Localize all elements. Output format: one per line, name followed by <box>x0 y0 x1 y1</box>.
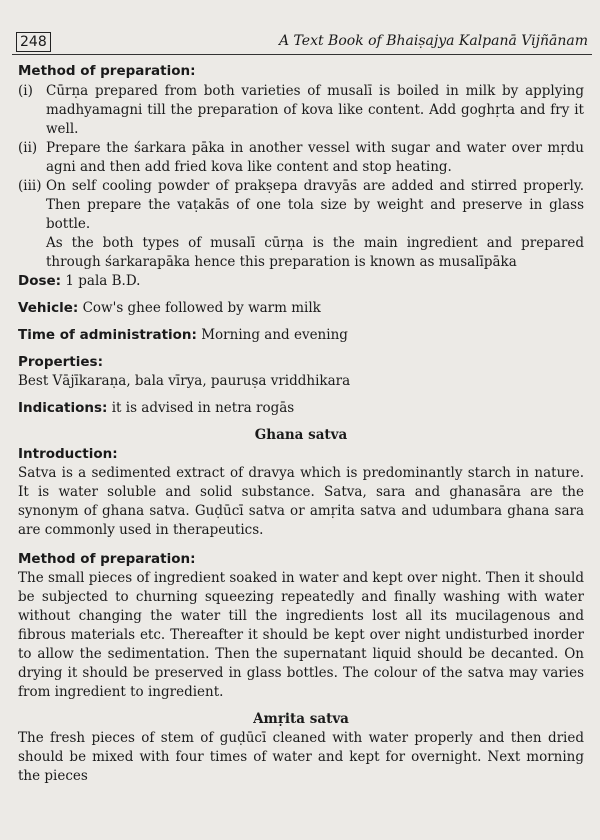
vehicle-label: Vehicle: <box>18 300 79 316</box>
step-text: On self cooling powder of prakṣepa dravyās are added and stirred properly. Then prepare the vaṭakās of one tola size by weight and preserve in glass bottle. <box>46 178 584 232</box>
step-number: (ii) <box>18 140 38 156</box>
vehicle-value: Cow's ghee followed by warm milk <box>82 300 321 316</box>
dose-label: Dose: <box>18 273 62 289</box>
vehicle-line <box>18 299 584 318</box>
method-steps <box>18 82 584 234</box>
amrita-satva-title: Amṛita satva <box>253 711 349 727</box>
method-text-2: The small pieces of ingredient soaked in water and kept over night. Then it should be subjected to churning squeezing repeatedly and finally washing with water without changing the water till the ingredients lost all its mucilagenous and fibrous materials etc. Thereafter it should be kept over night undisturbed inorder to allow the sedimentation. Then the supernatant liquid should be decanted. On drying it should be preserved in glass bottles. The colour of the satva may varies from ingredient to ingredient. <box>18 570 584 700</box>
indications-label: Indications: <box>18 400 108 416</box>
step-item <box>18 177 584 234</box>
properties-value: Best Vājīkaraṇa, bala vīrya, pauruṣa vriddhikara <box>18 373 351 389</box>
properties-label: Properties: <box>18 354 103 370</box>
step-text: Cūrṇa prepared from both varieties of musalī is boiled in milk by applying madhyamagni till the preparation of kova like content. Add goghṛta and fry it well. <box>46 83 584 137</box>
dose-value: 1 pala B.D. <box>65 273 141 289</box>
step-number: (i) <box>18 83 33 99</box>
step-item <box>18 139 584 177</box>
indications-line <box>18 399 584 418</box>
step-number: (iii) <box>18 178 42 194</box>
amrita-text: The fresh pieces of stem of guḍūcī cleaned with water properly and then dried should be mixed with four times of water and kept for overnight. Next morning the pieces <box>18 730 584 784</box>
page-body <box>18 62 584 786</box>
time-label: Time of administration: <box>18 327 197 343</box>
running-title: A Text Book of Bhaiṣajya Kalpanā Vijñānam <box>278 33 588 49</box>
introduction-text: Satva is a sedimented extract of dravya which is predominantly starch in nature. It is water soluble and solid substance. Satva, sara and ghanasāra are the synonym of ghana satva. Guḍūcī satva or amṛita satva and udumbara ghana sara are commonly used in therapeutics. <box>18 465 584 538</box>
step-text: Prepare the śarkara pāka in another vessel with sugar and water over mṛdu agni and then add fried kova like content and stop heating. <box>46 140 584 175</box>
method-heading: Method of preparation: <box>18 63 196 79</box>
time-line <box>18 326 584 345</box>
step-item <box>18 82 584 139</box>
page-header <box>12 28 592 55</box>
page-number: 248 <box>16 32 51 52</box>
ghana-satva-title: Ghana satva <box>254 427 348 443</box>
time-value: Morning and evening <box>201 327 348 343</box>
method-heading-2: Method of preparation: <box>18 551 196 567</box>
introduction-heading: Introduction: <box>18 446 118 462</box>
dose-line <box>18 272 584 291</box>
indications-value: it is advised in netra rogās <box>111 400 295 416</box>
method-continuation: As the both types of musalī cūrṇa is the main ingredient and prepared through śarkarapāka hence this preparation is known as musalīpāka <box>46 235 584 270</box>
